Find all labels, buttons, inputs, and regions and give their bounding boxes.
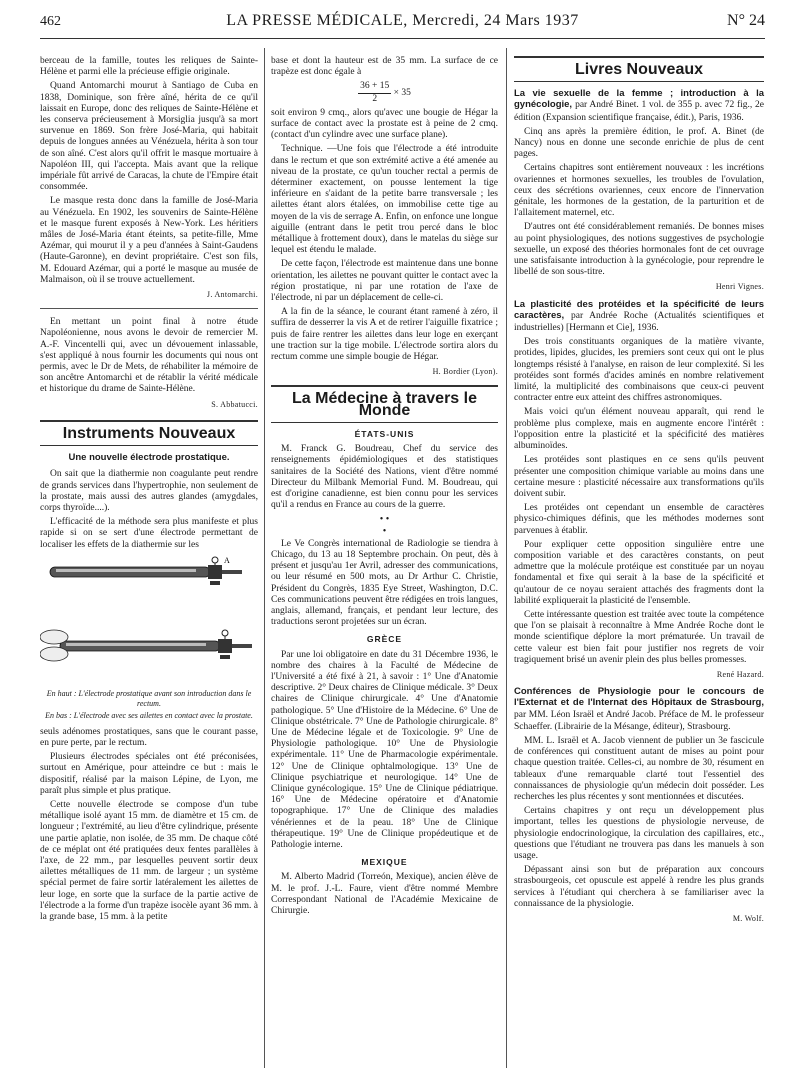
section-title-livres: Livres Nouveaux xyxy=(514,56,764,82)
paragraph: soit environ 9 cmq., alors qu'avec une bougie de Hégar la surface de contact avec la prostate est à peine de 2 cmq. (contact d'un cylindre avec une surface plane). xyxy=(271,107,498,141)
paragraph: MM. L. Israël et A. Jacob viennent de publier un 3e fascicule de conférences qui constituent autant de mises au point pour chaque question traitée. Celles-ci, au nombre de 30, résument en tableaux d'une remarquable clarté tout l'essentiel des connaissances de physiologie qu'un médecin doit posséder. Les recherches les plus récentes y sont mentionnées et discutées. xyxy=(514,735,764,802)
paragraph: base et dont la hauteur est de 35 mm. La surface de ce trapèze est donc égale à xyxy=(271,56,498,78)
paragraph: Certains chapitres y ont reçu un développement plus important, telles les questions de physiologie nerveuse, de physiologie endocrinologique, la circulation des capillaires, etc., questions que l'étudiant ne trouvera pas dans les manuels à son usage. xyxy=(514,806,764,861)
page-number: 462 xyxy=(40,14,61,29)
separator-dots: • • • xyxy=(379,514,390,537)
country-heading: GRÈCE xyxy=(366,634,403,645)
paragraph: Dépassant ainsi son but de préparation aux concours strasbourgeois, cet opuscule est appelé à rendre les plus grands services à l'étudiant qui cherchera à se familiariser avec la connaissance de la physiologie. xyxy=(514,865,764,909)
book-title-text: La vie sexuelle de la femme ; introduction à la gynécologie, xyxy=(514,88,764,111)
signature: H. Bordier (Lyon). xyxy=(432,367,498,377)
book-title xyxy=(514,686,764,733)
paragraph: A la fin de la séance, le courant étant ramené à zéro, il suffira de desserrer la vis A et de retirer l'aiguille fixatrice ; puis de faire rentrer les ailettes dans leur loge en exerçant une traction sur la tige mobile. L'électrode sortira alors du rectum comme une simple bougie de Hégar. xyxy=(271,307,498,363)
paragraph: Technique. —Une fois que l'électrode a été introduite dans le rectum et que son extrémité active a été amenée au niveau de la prostate, ce qu'un toucher rectal a permis de déterminer exactement, on pousse lentement la tige inférieure en s'aidant de la petite barre transversale ; les ailettes étant alors étalées, on immobilise cette tige au moyen de la vis de serrage A. Enfin, on enfonce une longue aiguille (entrant dans le petit trou percé dans le bloc métallique à frottement doux), dans le matelas du siège sur lequel est étendu le malade. xyxy=(271,144,498,256)
trapeze-formula xyxy=(271,81,498,104)
paragraph: Par une loi obligatoire en date du 31 Décembre 1936, le nombre des chaires à la Faculté de Médecine de l'Université a été fixé à 21, à savoir : 1° Une d'Anatomie descriptive. 2° Deux chaires de Clinique médicale. 3° Deux chaires de Clinique chirurgicale. 4° Une d'Anatomie pathologique. 5° Une d'Histoire de la Médecine. 6° Une de Clinique obstétricale. 7° Une de Pathologie chirurgicale. 8° Une de Médecine légale et de Toxicologie. 9° Une de Physiologie pathologique. 10° Une de Physiologie expérimentale. 11° Une de Pharmacologie expérimentale. 12° Une de Clinique ophtalmologique. 13° Une de Clinique psychiatrique et neurologique. 14° Une de Clinique gynécologique. 15° Une de Clinique pédiatrique. 16° Une de Médecine opératoire et d'Anatomie topographique. 17° Une de Clinique des maladies vénériennes et de la peau. 18° Une de Clinique thérapeutique. 19° Une de Clinique propédeutique et de Pathologie interne. xyxy=(271,649,498,850)
formula-rest: × 35 xyxy=(393,88,411,99)
paragraph: Certains chapitres sont entièrement nouveaux : les incrétions ovariennes et hormones sexuelles, les troubles de l'ovulation, ceux des sécrétions ovariennes, ceux encore de l'innervation génitale, les hormones de la gestation, de la parturition et de l'allaitement maternel, etc. xyxy=(514,163,764,219)
paragraph: berceau de la famille, toutes les reliques de Sainte-Hélène et parmi elle la précieuse effigie originale. xyxy=(40,56,258,78)
paragraph: M. Franck G. Boudreau, Chef du service des renseignements épidémiologiques et des statistiques sanitaires de la Société des Nations, vient d'être nommé Directeur du Milbank Memorial Fund. M. Boudreau, qui est d'origine canadienne, est bien connu pour les services qu'il a rendus en France au cours de la guerre. xyxy=(271,444,498,511)
paragraph: Cette nouvelle électrode se compose d'un tube métallique isolé ayant 15 mm. de diamètre et 15 cm. de longueur ; l'extrémité, au lieu d'être cylindrique, présente une partie aplatie, non isolée, de 35 mm. De chaque côté de ce méplat ont été pratiquées deux fentes parallèles à l'axe, de 22 mm., par lesquelles peuvent sortir deux ailettes métalliques de 11 mm. de largeur ; un système spécial permet de faire sortir latéralement les ailettes de leur loge, en sorte que la surface de la partie active de l'électrode a la forme d'un trapèze isocèle ayant 36 mm. à la grande base, 15 mm. à la petite xyxy=(40,799,258,922)
column-3 xyxy=(514,56,764,930)
book-meta: par André Binet. 1 vol. de 355 p. avec 72 fig., 2e édition (Expansion scientifique française, édit.), Paris, 1936. xyxy=(514,100,764,123)
paragraph: De cette façon, l'électrode est maintenue dans une bonne orientation, les ailettes ne pouvant quitter le contact avec la région prostatique, ni par une rotation de l'axe de l'électrode, ni par un déplacement de celle-ci. xyxy=(271,259,498,304)
signature: M. Wolf. xyxy=(732,914,764,924)
journal-title: LA PRESSE MÉDICALE, Mercredi, 24 Mars 1937 xyxy=(226,12,579,29)
section-title-instruments: Instruments Nouveaux xyxy=(40,420,258,446)
column-2 xyxy=(271,56,498,920)
paragraph: Pour expliquer cette opposition singulière entre une composition variable et des caractères constants, on peut admettre que la molécule protéique est constituée par un noyau fondamental et fixe qui serait à la base de la spécificité et qu'autour de ce noyau seraient attachés des fragments dont la labilité expliquerait la plasticité de l'ensemble. xyxy=(514,539,764,606)
column-1 xyxy=(40,56,258,926)
paragraph: En mettant un point final à notre étude Napoléonienne, nous avons le devoir de remercier M. A.-F. Vincentelli qui, avec un dévouement inlassable, s'est appliqué à nous fournir les documents qui nous ont permis, avec le Dr de Mets, de réhabiliter la mémoire de son ancêtre Antomarchi et de rétablir la vérité médicale et historique du drame de Sainte-Hélène. xyxy=(40,317,258,395)
book-title-text: La plasticité des protéides et la spécificité de leurs caractères, xyxy=(514,298,764,321)
paragraph: seuls adénomes prostatiques, sans que le courant passe, en pure perte, par le rectum. xyxy=(40,726,258,748)
section-title-medecine: La Médecine à travers le Monde xyxy=(271,385,498,422)
figure-caption-top: En haut : L'électrode prostatique avant son introduction dans le rectum. xyxy=(46,688,252,708)
paragraph: Quand Antomarchi mourut à Santiago de Cuba en 1838, Dominique, son frère aîné, hérita de ce qu'il laissait en Europe, donc des reliques de Sainte-Hélène et les conserva précieusement à Morsiglia jusqu'à sa mort survenue en 1869. Son frère José-Maria, qui habitait depuis de longues années au Vénézuela, hérita à son tour de son aîné. C'est alors qu'il offrit le masque mortuaire à Napoléon III, qui l'accepta. Mais avant que la relique impériale fût arrivé de Caracas, la chute de l'Empire était consommée. xyxy=(40,81,258,193)
separator xyxy=(40,308,258,309)
book-title xyxy=(514,88,764,124)
paragraph: M. Alberto Madrid (Torreón, Mexique), ancien élève de M. le prof. J.-L. Faure, vient d'être nommé Membre Correspondant National de l'Académie Mexicaine de Chirurgie. xyxy=(271,872,498,917)
electrode-figure xyxy=(40,555,258,685)
paragraph: L'efficacité de la méthode sera plus manifeste et plus rapide si on se sert d'une électrode permettant de localiser les effets de la diathermie sur les xyxy=(40,517,258,550)
header-rule xyxy=(40,38,765,39)
country-heading: MEXIQUE xyxy=(361,857,408,868)
formula-numerator: 36 + 15 xyxy=(358,81,391,93)
paragraph: Cette intéressante question est traitée avec toute la compétence que l'on se plaisait à reconnaître à Mme Andrée Roche dont le monde scientifique déplore la mort prématurée. Un travail de cette valeur est bien fait pour justifier nos regrets de voir tragiquement brisé un avenir plein des plus belles promesses. xyxy=(514,609,764,665)
paragraph: D'autres ont été considérablement remaniés. De bonnes mises au point physiologiques, des notions suggestives de psychologie sexuelle, un exposé des théories hormonales font de cet ouvrage une satisfaisante introduction à la gynécologie, pour reprendre le libellé de son sous-titre. xyxy=(514,222,764,278)
country-heading: ÉTATS-UNIS xyxy=(354,428,415,439)
label-a: A xyxy=(224,555,230,565)
book-meta: par MM. Léon Israël et André Jacob. Préface de M. le professeur Schaeffer. (Librairie de la Mésange, éditeur), Strasbourg. xyxy=(514,709,764,732)
paragraph: Des trois constituants organiques de la matière vivante, protides, lipides, glucides, les premiers sont ceux qui ont le plus longtemps résisté à l'analyse, en raison de leur complexité. Si les protéides sont formés d'acides aminés en nombre relativement limité, la multiplicité des combinaisons que ceux-ci peuvent contracter entre eux atteint des chiffres astronomiques. xyxy=(514,337,764,404)
article-title: Une nouvelle électrode prostatique. xyxy=(68,452,230,464)
book-title xyxy=(514,299,764,335)
signature: J. Antomarchi. xyxy=(206,290,258,300)
paragraph: Mais voici qu'un élément nouveau apparaît, qui rend le problème plus complexe, mais en augmente encore l'intérêt : l'opposition entre la plasticité et la spécificité des matières albuminoïdes. xyxy=(514,407,764,452)
paragraph: On sait que la diathermie non coagulante peut rendre de grands services dans l'hypertrophie, non seulement de la prostate, mais aussi des autres glandes (amygdales, corps thyroïde....). xyxy=(40,469,258,513)
column-divider-1 xyxy=(264,48,265,1068)
book-meta: par Andrée Roche (Actualités scientifiques et industrielles) [Hermann et Cie], 1936. xyxy=(514,310,764,334)
paragraph: Les protéides sont plastiques en ce sens qu'ils peuvent présenter une composition chimique variable au moins dans une certaine mesure : plasticité nécessaire aux transformations qu'ils doivent subir. xyxy=(514,455,764,499)
paragraph: Plusieurs électrodes spéciales ont été préconisées, surtout en Amérique, pour atteindre ce but : mais le dispositif, réalisé par la maison Lépine, de Lyon, me paraît plus simple et plus pratique. xyxy=(40,752,258,796)
figure-caption-bottom: En bas : L'électrode avec ses ailettes en contact avec la prostate. xyxy=(45,710,253,720)
signature: S. Abbatucci. xyxy=(211,399,258,409)
issue-number: N° 24 xyxy=(727,12,765,29)
book-title-text: Conférences de Physiologie pour le concours de l'Externat et de l'Internat des Hôpitaux de Strasbourg, xyxy=(514,686,764,709)
signature: Henri Vignes. xyxy=(715,282,764,292)
signature: René Hazard. xyxy=(716,669,764,679)
formula-denominator: 2 xyxy=(372,93,378,104)
paragraph: Les protéides ont cependant un ensemble de caractères physico-chimiques définis, que les méthodes modernes sont parvenues à établir. xyxy=(514,503,764,536)
paragraph: Le Ve Congrès international de Radiologie se tiendra à Chicago, du 13 au 18 Septembre prochain. On peut, dès à présent et jusqu'au 1er Avril, adresser des communications, ou leur résumé en 500 mots, au Dr Arthur C. Christie, Président du Congrès, 1835 Eye Street, Washington, D.C. Ces communications peuvent être rédigées en trois langues, anglais, allemand, français, et pendant leur lecture, des traductions seront projetées sur un écran. xyxy=(271,538,498,628)
paragraph: Le masque resta donc dans la famille de José-Maria au Vénézuela. En 1902, les souvenirs de Sainte-Hélène et le masque furent exposés à New-York. Les héritiers mâles de José-Maria étant éteints, sa petite-fille, Mme Azémar, qui mourut il y a peu d'années à Saint-Gaudens (Haute-Garonne), en devint propriétaire. C'est son fils, M. Edouard Azémar, qui a porté le masque au musée de Malmaison, où il se trouve actuellement. xyxy=(40,196,258,285)
paragraph: Cinq ans après la première édition, le prof. A. Binet (de Nancy) nous en donne une seconde enrichie de plus de cent pages. xyxy=(514,126,764,160)
column-divider-2 xyxy=(506,48,507,1068)
page-header xyxy=(40,8,765,38)
electrode-illustration xyxy=(40,555,258,685)
